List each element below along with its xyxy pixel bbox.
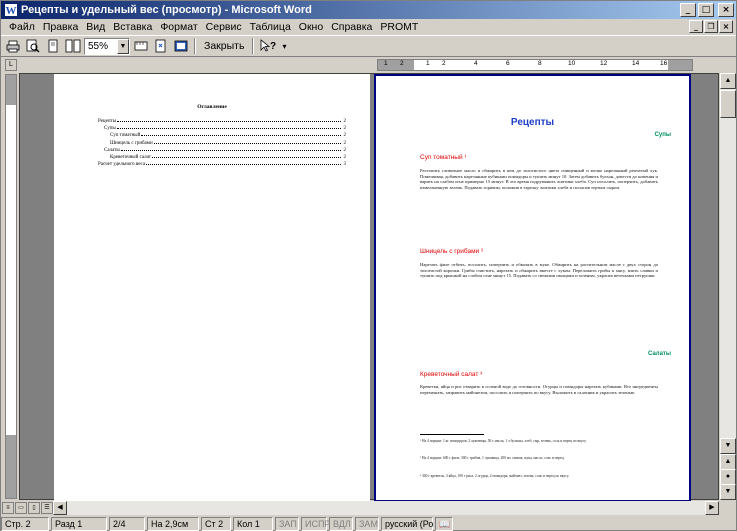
window-title: Рецепты и удельный вес (просмотр) - Microsoft Word <box>21 4 312 16</box>
doc-minimize-button[interactable]: _ <box>689 20 703 33</box>
print-layout-icon[interactable]: ▯ <box>28 502 40 514</box>
status-language[interactable]: русский (Ро <box>381 517 433 531</box>
footnote: ¹ На 4 порции: 1 кг помидоров, 2 луковицы, 50 г масла, 1 л бульона, хлеб, сыр, зелень, соль и перец по вкусу. <box>420 439 587 443</box>
full-screen-icon[interactable] <box>172 37 190 55</box>
menu-bar <box>1 19 736 35</box>
ruler-tick: 2 <box>442 60 446 67</box>
normal-view-icon[interactable]: ≡ <box>2 502 14 514</box>
menu-help[interactable]: Справка <box>331 21 373 33</box>
menu-format[interactable]: Формат <box>160 21 198 33</box>
scroll-down-icon[interactable]: ▼ <box>720 438 736 454</box>
toc-entry[interactable] <box>98 154 346 161</box>
view-ruler-icon[interactable] <box>132 37 150 55</box>
ruler-tick: 1 <box>426 60 430 67</box>
multiple-pages-icon[interactable] <box>64 37 82 55</box>
maximize-button[interactable]: □ <box>698 3 714 17</box>
toc-entry-text: Креветочный салат <box>110 154 151 160</box>
toc-entry-page: 2 <box>343 140 346 146</box>
zoom-select[interactable] <box>84 38 130 55</box>
menu-tools[interactable]: Сервис <box>205 21 242 33</box>
recipe-title: Шницель с грибами ² <box>420 248 484 255</box>
toc-entry[interactable] <box>98 118 346 125</box>
ruler-tick: 14 <box>632 60 640 67</box>
toolbar-separator <box>252 38 254 54</box>
toc-entry[interactable] <box>98 147 346 154</box>
status-ovr[interactable]: ЗАМ <box>355 517 379 531</box>
heading-soups: Супы <box>654 132 671 138</box>
toc-entry[interactable] <box>98 125 346 132</box>
browse-object-icon[interactable]: ● <box>720 469 736 485</box>
status-ext[interactable]: ВДЛ <box>329 517 353 531</box>
scroll-right-icon[interactable]: ▶ <box>705 501 719 515</box>
toc-entry-page: 2 <box>343 126 346 132</box>
doc-restore-button[interactable]: ❐ <box>704 20 718 33</box>
document-window-controls <box>689 20 733 33</box>
word-icon[interactable]: W <box>5 5 17 17</box>
menu-window[interactable]: Окно <box>298 21 324 33</box>
recipe-title: Креветочный салат ³ <box>420 371 483 378</box>
web-view-icon[interactable]: ▭ <box>15 502 27 514</box>
ruler-tick: 6 <box>506 60 510 67</box>
status-trk[interactable]: ИСПР <box>301 517 327 531</box>
help-pointer-icon[interactable] <box>258 37 280 55</box>
vertical-ruler[interactable] <box>5 74 17 499</box>
chevron-down-icon[interactable]: ▼ <box>117 39 129 54</box>
svg-text:?: ? <box>270 41 277 52</box>
magnifier-icon[interactable] <box>24 37 42 55</box>
menu-edit[interactable]: Правка <box>42 21 79 33</box>
toc-title: Оглавление <box>197 104 227 110</box>
vertical-scrollbar[interactable] <box>720 73 736 500</box>
toc-entry[interactable] <box>98 161 346 168</box>
table-of-contents <box>98 118 346 168</box>
ruler-tick: 8 <box>538 60 542 67</box>
preview-toolbar <box>1 35 736 57</box>
ruler-row <box>1 58 736 72</box>
toc-entry-page: 2 <box>343 119 346 124</box>
tab-stop-selector[interactable]: L <box>5 59 17 71</box>
toc-entry-page: 2 <box>343 154 346 160</box>
status-column[interactable]: Кол 1 <box>233 517 273 531</box>
menu-promt[interactable]: PROMT <box>380 21 419 33</box>
toc-entry-text: Салаты <box>104 147 120 153</box>
status-position[interactable]: На 2,9см <box>147 517 199 531</box>
toc-entry-text: Супы <box>104 126 116 132</box>
ruler-tick: 2 <box>400 60 404 67</box>
horizontal-scrollbar[interactable] <box>53 501 719 515</box>
document-workspace <box>19 73 719 500</box>
shrink-to-fit-icon[interactable] <box>152 37 170 55</box>
heading-recipes: Рецепты <box>510 117 555 128</box>
scroll-left-icon[interactable]: ◀ <box>53 501 67 515</box>
page-1[interactable] <box>54 74 370 502</box>
scroll-thumb[interactable] <box>720 90 736 118</box>
footnote-separator <box>420 434 484 435</box>
ruler-tick: 1 <box>384 60 388 67</box>
scroll-up-icon[interactable]: ▲ <box>720 73 736 89</box>
title-bar[interactable] <box>1 1 736 19</box>
page-2[interactable] <box>374 74 691 502</box>
menu-file[interactable]: Файл <box>9 21 35 33</box>
status-rec[interactable]: ЗАП <box>275 517 299 531</box>
toc-entry-text: Суп томатный <box>110 133 141 139</box>
toolbar-separator <box>194 38 196 54</box>
ruler-tick: 10 <box>568 60 576 67</box>
outline-view-icon[interactable]: ☰ <box>41 502 53 514</box>
footnote: ² На 4 порции: 600 г филе, 300 г грибов, 1 луковица, 200 мл сливок, мука, масло, соль и перец. <box>420 456 565 460</box>
toc-entry-text: Рецепты <box>98 119 117 124</box>
print-icon[interactable] <box>4 37 22 55</box>
status-page[interactable]: Стр. 2 <box>1 517 49 531</box>
menu-insert[interactable]: Вставка <box>113 21 153 33</box>
next-page-icon[interactable]: ▼ <box>720 484 736 500</box>
status-bar <box>1 516 736 531</box>
ruler-tick: 12 <box>600 60 608 67</box>
status-pages[interactable]: 2/4 <box>109 517 145 531</box>
doc-close-button[interactable]: × <box>719 20 733 33</box>
minimize-button[interactable]: _ <box>680 3 696 17</box>
recipe-text: Растопить сливочное масло и обжарить в нем до золотистого цвета очищенный и мелко нарезанный репчатый лук. Помешивая, добавить нарезанные кубиками помидоры и тушить минут 10. Затем добавить бульон, довести до кипения и варить на слабом огне примерно 15 минут. В это время подрумянить ломтики хлеба. Суп посолить, поперчить, добавить измельченную зелень. Подавать горячим, положив в тарелку ломтики хлеба и посыпав тертым сыром. <box>420 168 658 191</box>
status-section[interactable]: Разд 1 <box>51 517 107 531</box>
spelling-status-icon[interactable]: 📖 <box>435 517 453 531</box>
toolbar-options-icon[interactable]: ▾ <box>282 41 287 51</box>
menu-view[interactable]: Вид <box>86 21 106 33</box>
one-page-icon[interactable] <box>44 37 62 55</box>
ruler-tick: 4 <box>474 60 478 67</box>
recipe-title: Суп томатный ¹ <box>420 154 467 161</box>
ruler-tick: 16 <box>660 60 668 67</box>
toc-entry-page: 2 <box>343 147 346 153</box>
toc-entry-text: Расчет удельного веса <box>98 162 146 168</box>
close-preview-button[interactable]: Закрыть <box>204 40 245 52</box>
close-button[interactable]: × <box>718 3 734 17</box>
toc-entry[interactable] <box>98 140 346 147</box>
view-bar <box>1 501 736 515</box>
status-line[interactable]: Ст 2 <box>201 517 231 531</box>
heading-salads: Салаты <box>648 351 671 357</box>
menu-table[interactable]: Таблица <box>249 21 291 33</box>
toc-entry-text: Шницель с грибами <box>110 140 153 146</box>
toc-entry[interactable] <box>98 132 346 139</box>
zoom-value: 55% <box>88 40 109 52</box>
horizontal-ruler[interactable] <box>377 59 693 71</box>
previous-page-icon[interactable]: ▲ <box>720 454 736 470</box>
recipe-text: Креветки, яйца и рис отварить в соленой воде до готовности. Огурцы и помидоры нарезать кубиками. Все ингредиенты перемешать, заправить майонезом, посолить и поперчить по вкусу. Выложить в салатник и украсить зеленью. <box>420 384 658 395</box>
recipe-text: Нарезать филе отбить, посолить, поперчить и обвалять в муке. Обжарить на растительном масле с двух сторон до золотистой корочки. Грибы очистить, нарезать и обжарить вместе с луком. Переложить грибы к мясу, влить сливки и тушить под крышкой на слабом огне минут 15. Подавать со свежими овощами и зеленью, украсив веточками петрушки. <box>420 262 658 279</box>
toc-entry-page: 3 <box>343 162 346 168</box>
footnote: ³ 300 г креветок, 3 яйца, 100 г риса, 2 огурца, 2 помидора, майонез, зелень, соль и перец по вкусу. <box>420 474 570 478</box>
toc-entry-page: 2 <box>343 133 346 139</box>
